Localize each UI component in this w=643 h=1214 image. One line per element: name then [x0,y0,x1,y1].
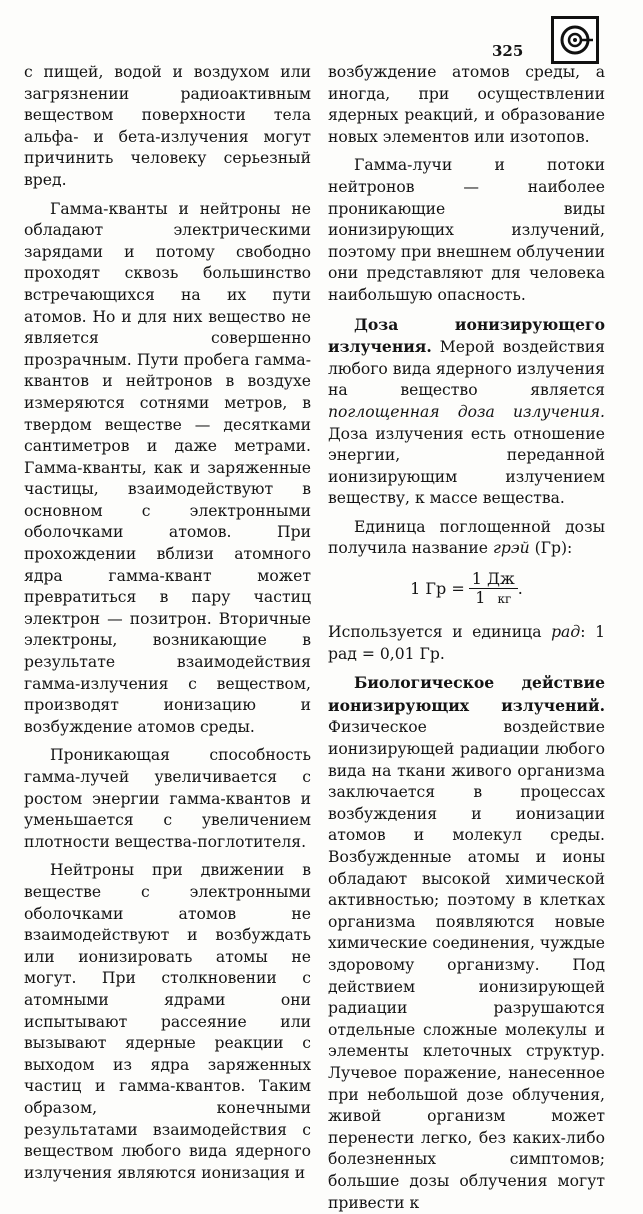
page-number: 325 [492,42,524,60]
paragraph: Нейтроны при движении в веществе с электронными оболочками атомов не взаимодействуют и возбуждать или ионизировать атомы не могут. При столкновении с атомными ядрами они испытывают рассеяние или вызывают ядерные реакции с выходом из ядра заряженных частиц и гамма-квантов. Таким образом, конечными результатами взаимодействия с веществом любого вида ядерного излучения являются ионизация и [24,861,311,1182]
formula-fraction [469,570,518,608]
formula [328,570,605,608]
text-run: Используется и единица [328,623,552,642]
formula-lhs: 1 Гр = [410,579,465,599]
paragraph: Гамма-кванты и нейтроны не обладают электрическими зарядами и потому свободно проходят сквозь большинство встречающихся на их пути атомов. Но и для них вещество не является совершенно прозрачным. Пути пробега гамма-квантов и нейтронов в воздухе измеряются сотнями метров, в твердом веществе — десятками сантиметров и даже метрами. Гамма-кванты, как и заряженные частицы, взаимодействуют в основном с электронными оболочками атомов. При прохождении вблизи атомного ядра гамма-квант может превратиться в пару частиц электрон — позитрон. Вторичные электроны, возникающие в результате взаимодействия гамма-излучения с веществом, производят ионизацию и возбуждение атомов среды. [24,199,311,736]
formula-numerator: 1 Дж [469,570,518,589]
text-run: : 1 рад = 0,01 Гр. [328,623,605,663]
text-run: Доза излучения есть отношение энергии, переданной ионизирующим излучением веществу, к массе вещества. [328,424,605,508]
radiation-target-icon [551,16,599,64]
text-run: Мерой воздействия любого вида ядерного излучения на вещество является [328,338,605,400]
left-column [24,62,311,1184]
paragraph-bio [328,672,605,1214]
paragraph-rad [328,622,605,665]
formula-end: . [517,579,523,599]
text-run: Единица поглощенной дозы получила название [328,517,605,558]
italic-term: рад [551,623,581,642]
radiation-target-icon-graphic [554,19,596,61]
formula-den-value: 1 [475,588,486,608]
paragraph: возбуждение атомов среды, а иногда, при осуществлении ядерных реакций, и образование новых элементов или изотопов. [328,63,605,146]
italic-term: поглощенная доза излучения. [328,402,605,421]
text-run: Физическое воздействие ионизирующей радиации любого вида на ткани живого организма заключается в процессах возбуждения и ионизации атомов и молекул среды. Возбужденные атомы и ионы обладают высокой химической активностью; поэтому в клетках организма появляются новые химические соединения, чуждые здоровому организму. Под действием ионизирующей радиации разрушаются отдельные сложные молекулы и элементы клеточных структур. Лучевое поражение, нанесенное при небольшой дозе облучения, живой организм может перенести легко, без каких-либо болезненных симптомов; большие дозы облучения могут привести к [328,718,605,1212]
formula-denominator [472,589,514,608]
italic-term: грэй [492,539,530,558]
paragraph-gray [328,517,605,560]
text-run: (Гр): [529,539,573,558]
paragraph: Проникающая способность гамма-лучей увеличивается с ростом энергии гамма-квантов и уменьшается с увеличением плотности вещества-поглотителя. [24,746,311,851]
formula-den-unit: кг [497,592,512,607]
paragraph: Гамма-лучи и потоки нейтронов — наиболее проникающие виды ионизирующих излучений, поэтому при внешнем облучении они представляют для человека наибольшую опасность. [328,156,605,304]
section-heading: Биологическое действие ионизирующих излучений. [328,673,605,715]
right-column [328,62,605,1214]
section-heading: Доза ионизирующего излучения. [328,314,605,357]
paragraph: с пищей, водой и воздухом или загрязнении радиоактивным веществом поверхности тела альфа- и бета-излучения могут причинить человеку серьезный вред. [24,63,311,189]
paragraph-dose [328,314,605,510]
